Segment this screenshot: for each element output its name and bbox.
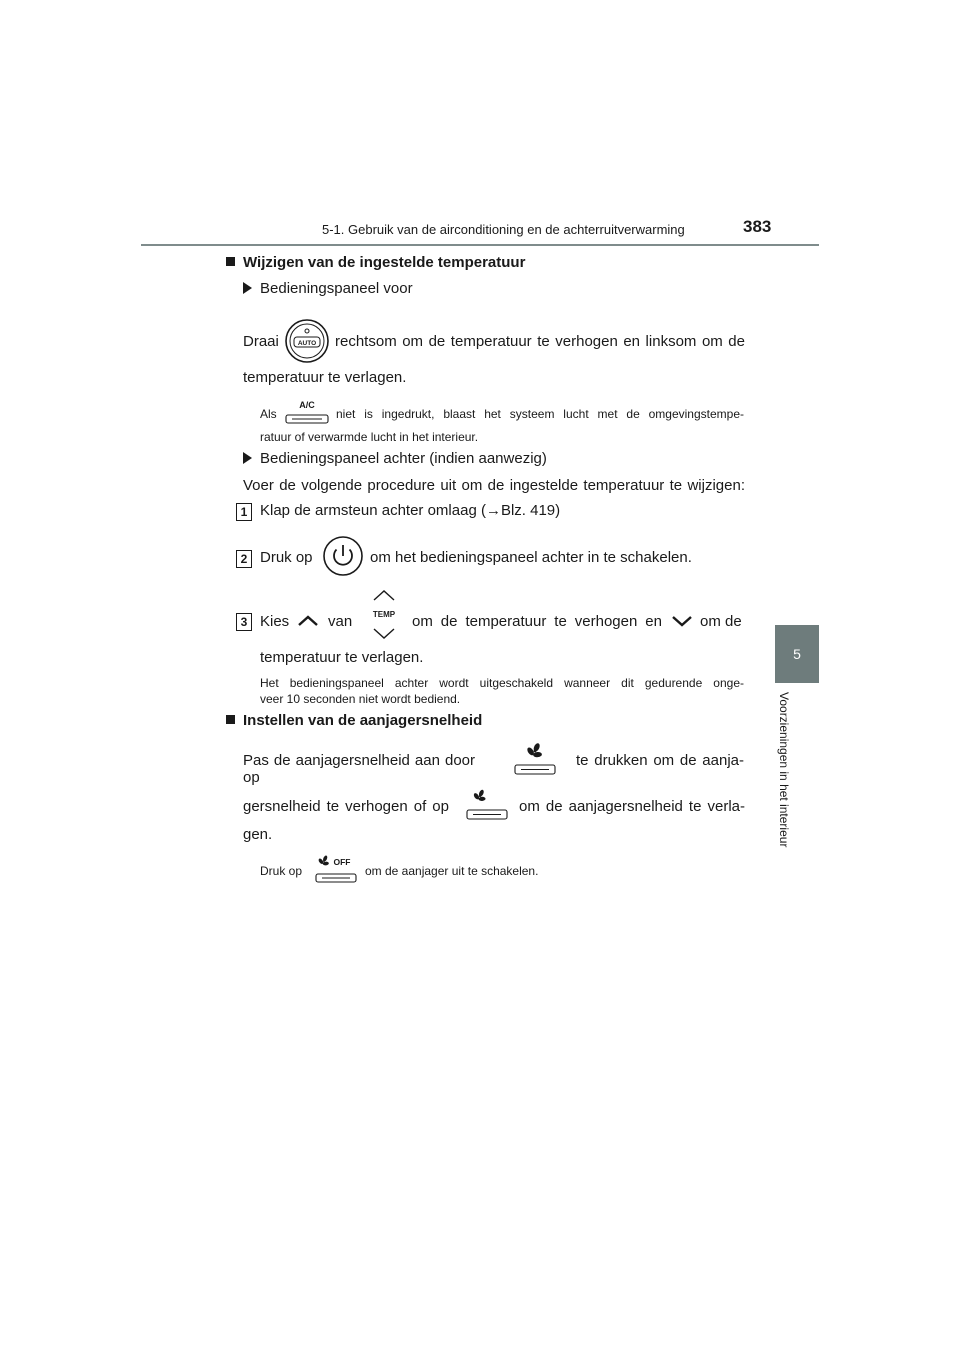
body-text: gersnelheid te verhogen of op bbox=[243, 798, 449, 815]
body-text: rechtsom om de temperatuur te verhogen en linksom om de bbox=[335, 333, 745, 350]
ac-button-icon bbox=[284, 399, 330, 425]
page-number: 383 bbox=[743, 217, 772, 236]
fan-down-button-icon bbox=[465, 787, 509, 823]
step-text: van bbox=[328, 613, 353, 630]
subheading-front-panel bbox=[243, 280, 413, 297]
body-text: om de aanjagersnelheid te verla- bbox=[519, 798, 745, 815]
note-text: Het bedieningspaneel achter wordt uitgeschakeld wanneer dit gedurende onge- bbox=[260, 676, 744, 690]
temp-up-chevron-icon bbox=[374, 591, 394, 600]
triangle-bullet-icon bbox=[243, 452, 252, 464]
step-text: Kies bbox=[260, 613, 290, 630]
section-heading-fan-speed bbox=[226, 712, 482, 729]
step-text: Druk op bbox=[260, 549, 313, 566]
body-text: te drukken om de aanja- bbox=[576, 752, 744, 769]
step-number: 3 bbox=[236, 613, 252, 631]
auto-dial-icon bbox=[285, 318, 329, 364]
step-text: om het bedieningspaneel achter in te schakelen. bbox=[370, 549, 692, 566]
running-header: 5-1. Gebruik van de airconditioning en de achterruitverwarming bbox=[322, 222, 685, 237]
note-text: veer 10 seconden niet wordt bediend. bbox=[260, 692, 461, 706]
note-text: om de aanjager uit te schakelen. bbox=[365, 864, 539, 878]
body-text: Voer de volgende procedure uit om de ingestelde temperatuur te wijzigen: bbox=[243, 477, 745, 494]
step-number: 1 bbox=[236, 503, 252, 521]
subheading-text: Bedieningspaneel voor bbox=[260, 280, 413, 297]
ac-button-label: A/C bbox=[299, 400, 315, 410]
step-text: om de temperatuur te verhogen en bbox=[412, 613, 662, 630]
step-text: om de bbox=[700, 613, 742, 630]
step-text: Klap de armsteun achter omlaag (→Blz. 419) bbox=[260, 502, 561, 519]
chapter-tab: 5 bbox=[775, 625, 819, 683]
body-text: temperatuur te verlagen. bbox=[243, 369, 407, 386]
section-heading-temperature bbox=[226, 254, 525, 271]
subheading-text: Bedieningspaneel achter (indien aanwezig) bbox=[260, 450, 547, 467]
temp-down-chevron-icon bbox=[374, 629, 394, 638]
note-text: niet is ingedrukt, blaast het systeem lucht met de omgevingstempe- bbox=[336, 407, 744, 421]
header-rule bbox=[141, 244, 819, 246]
temp-control-label: TEMP bbox=[372, 610, 396, 619]
fan-up-button-icon bbox=[513, 741, 557, 777]
power-button-icon bbox=[323, 536, 363, 576]
subheading-rear-panel bbox=[243, 450, 547, 467]
body-text: Draai bbox=[243, 333, 279, 350]
body-text: gen. bbox=[243, 826, 273, 843]
square-bullet-icon bbox=[226, 257, 235, 266]
fan-off-label: OFF bbox=[333, 857, 351, 867]
square-bullet-icon bbox=[226, 715, 235, 724]
note-text: Als bbox=[260, 407, 277, 421]
chevron-up-icon bbox=[296, 614, 320, 628]
chevron-down-icon bbox=[670, 614, 694, 628]
auto-dial-label: AUTO bbox=[297, 340, 317, 347]
section-title: Wijzigen van de ingestelde temperatuur bbox=[243, 254, 526, 271]
body-text: Pas de aanjagersnelheid aan door op bbox=[243, 752, 475, 786]
triangle-bullet-icon bbox=[243, 282, 252, 294]
step-number: 2 bbox=[236, 550, 252, 568]
note-text: Druk op bbox=[260, 864, 303, 878]
section-title: Instellen van de aanjagersnelheid bbox=[243, 712, 483, 729]
chapter-side-label-text: Voorzieningen in het interieur bbox=[777, 692, 791, 848]
note-text: ratuur of verwarmde lucht in het interieur. bbox=[260, 430, 479, 444]
chapter-side-label bbox=[777, 692, 805, 862]
temp-control-icon bbox=[364, 586, 404, 642]
fan-off-button-icon bbox=[313, 855, 359, 885]
step-text: temperatuur te verlagen. bbox=[260, 649, 424, 666]
